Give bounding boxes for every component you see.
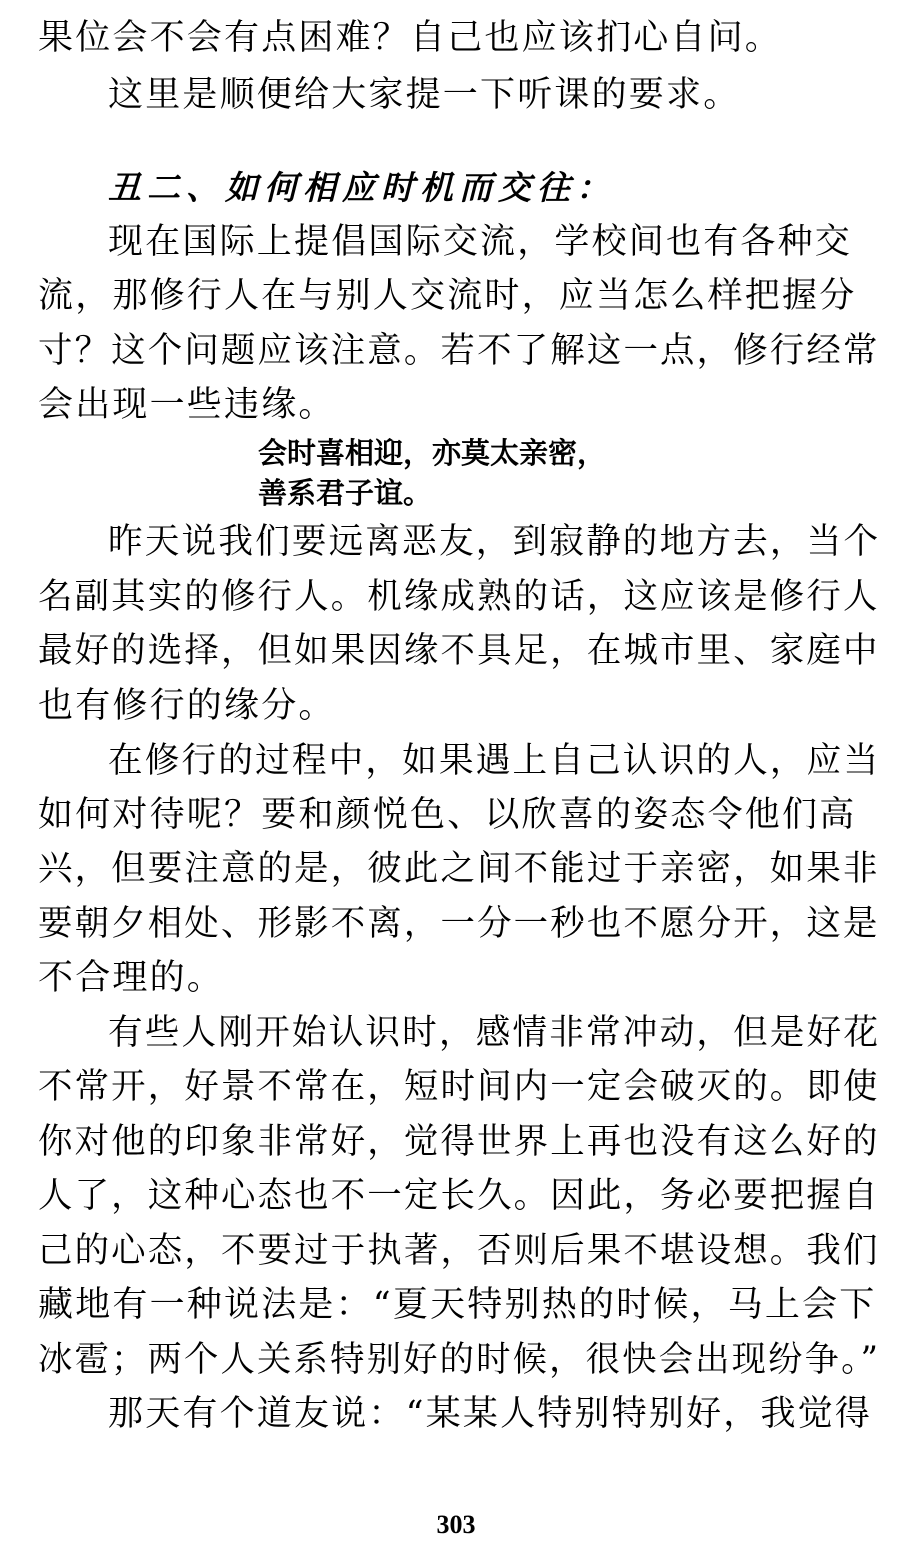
text-line: 不合理的。 [38,958,225,998]
text-line: 冰雹；两个人关系特别好的时候，很快会出现纷争。” [38,1340,881,1380]
text-line: 现在国际上提倡国际交流，学校间也有各种交 [108,222,853,262]
text-line: 你对他的印象非常好，觉得世界上再也没有这么好的 [38,1122,880,1162]
text-line: 流，那修行人在与别人交流时，应当怎么样把握分 [38,276,857,316]
text-line: 己的心态，不要过于执著，否则后果不堪设想。我们 [38,1231,880,1271]
text-line: 会出现一些违缘。 [38,385,336,425]
text-line: 如何对待呢？要和颜悦色、以欣喜的姿态令他们高 [38,795,857,835]
text-line: 在修行的过程中，如果遇上自己认识的人，应当 [108,741,881,781]
text-line: 那天有个道友说：“某某人特别特别好，我觉得 [108,1394,873,1434]
text-line: 藏地有一种说法是：“夏天特别热的时候，马上会下 [38,1285,877,1325]
text-line: 这里是顺便给大家提一下听课的要求。 [108,75,741,115]
text-line: 名副其实的修行人。机缘成熟的话，这应该是修行人 [38,577,880,617]
text-line: 不常开，好景不常在，短时间内一定会破灭的。即使 [38,1067,880,1107]
verse-line: 善系君子谊。 [258,476,433,510]
page-number: 303 [436,1510,476,1539]
text-line: 昨天说我们要远离恶友，到寂静的地方去，当个 [108,522,881,562]
text-line: 最好的选择，但如果因缘不具足，在城市里、家庭中 [38,631,880,671]
text-line: 兴，但要注意的是，彼此之间不能过于亲密，如果非 [38,849,880,889]
text-line: 人了，这种心态也不一定长久。因此，务必要把握自 [38,1176,880,1216]
text-line: 果位会不会有点困难？自己也应该扪心自问。 [38,18,783,58]
verse-line: 会时喜相迎，亦莫太亲密， [258,436,607,470]
text-line: 寸？这个问题应该注意。若不了解这一点，修行经常 [38,331,880,371]
text-line: 也有修行的缘分。 [38,686,336,726]
text-line: 有些人刚开始认识时，感情非常冲动，但是好花 [108,1013,881,1053]
text-line: 要朝夕相处、形影不离，一分一秒也不愿分开，这是 [38,904,880,944]
section-heading: 丑二、如何相应时机而交往： [108,168,615,207]
